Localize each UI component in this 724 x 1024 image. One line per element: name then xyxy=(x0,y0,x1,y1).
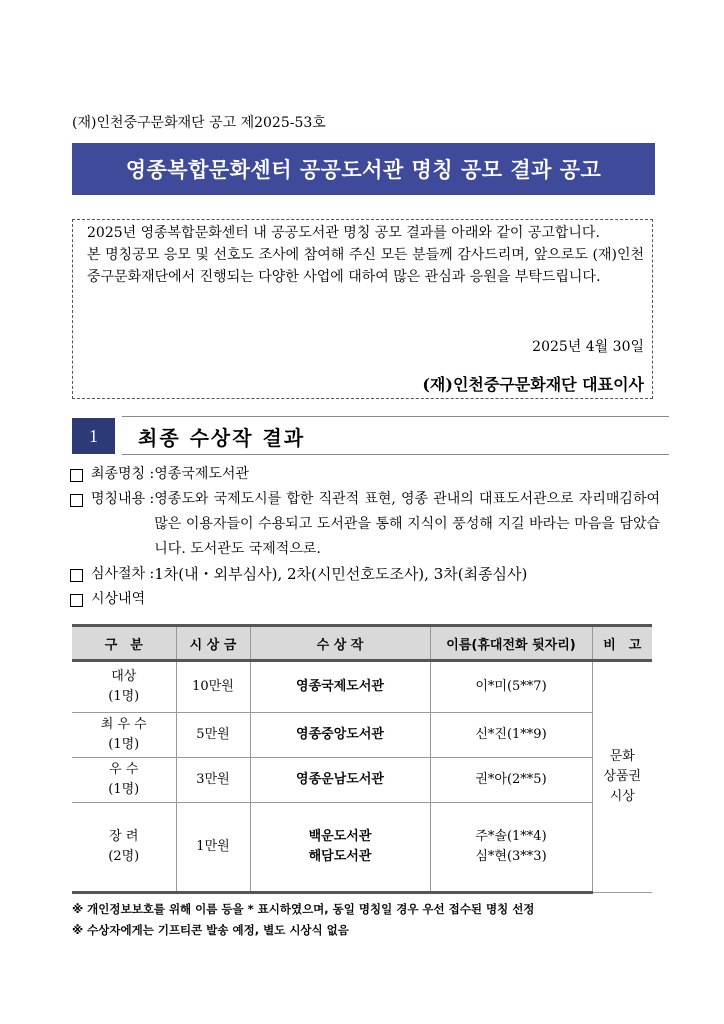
prize-cell: 1만원 xyxy=(176,803,250,893)
table-row xyxy=(72,661,652,713)
table-row xyxy=(72,758,652,803)
table-row xyxy=(72,713,652,758)
footnote-privacy: ※ 개인정보보호를 위해 이름 등을 * 표시하였으며, 동일 명칭일 경우 우선 접수된 명칭 선정 xyxy=(72,902,535,916)
prize-cell: 5만원 xyxy=(176,713,250,758)
remark-cell: 문화 상품권 시상 xyxy=(592,661,652,893)
names-cell: 주*솔(1**4) 심*현(3**3) xyxy=(430,803,592,893)
names-cell: 권*아(2**5) xyxy=(430,758,592,803)
notice-number: (재)인천중구문화재단 공고 제2025-53호 xyxy=(72,115,326,131)
list-item xyxy=(70,587,660,612)
checkbox-square-icon xyxy=(70,594,83,607)
checkbox-square-icon xyxy=(70,494,83,507)
meaning-label: 명칭내용 : xyxy=(91,491,155,507)
names-cell: 이*미(5**7) xyxy=(430,661,592,713)
header-names: 이름(휴대전화 뒷자리) xyxy=(430,626,592,661)
header-works: 수 상 작 xyxy=(250,626,430,661)
works-cell: 영종운남도서관 xyxy=(250,758,430,803)
footnotes xyxy=(72,899,672,941)
section-divider-bottom xyxy=(122,454,669,455)
notice-date: 2025년 4월 30일 xyxy=(532,339,644,355)
table-header-row xyxy=(72,626,652,661)
category-cell: 우 수 (1명) xyxy=(72,758,176,803)
page-title: 영종복합문화센터 공공도서관 명칭 공모 결과 공고 xyxy=(72,143,655,195)
info-list xyxy=(70,462,660,612)
awards-table xyxy=(72,624,652,894)
meaning-value: 영종도와 국제도시를 합한 직관적 표현, 영종 관내의 대표도서관으로 자리매김하여 많은 이용자들이 수용되고 도서관을 통해 지식이 풍성해 지길 바라는 마음을 담았습니다. 도서관도 국제적으로. xyxy=(154,491,660,557)
intro-paragraph-2: 본 명칭공모 응모 및 선호도 조사에 참여해 주신 모든 분들께 감사드리며, 앞으로도 (재)인천중구문화재단에서 진행되는 다양한 사업에 대하여 많은 관심과 응원을 부탁드립니다. xyxy=(87,247,644,285)
section-title: 최종 수상작 결과 xyxy=(138,426,306,450)
names-cell: 신*진(1**9) xyxy=(430,713,592,758)
intro-box xyxy=(72,219,653,399)
list-item xyxy=(70,462,660,487)
works-cell: 백운도서관 해담도서관 xyxy=(250,803,430,893)
header-category: 구 분 xyxy=(72,626,176,661)
signature: (재)인천중구문화재단 대표이사 xyxy=(422,375,644,394)
prize-cell: 10만원 xyxy=(176,661,250,713)
header-prize: 시 상 금 xyxy=(176,626,250,661)
footnote-gift: ※ 수상자에게는 기프티콘 발송 예정, 별도 시상식 없음 xyxy=(72,923,349,937)
process-label: 심사절차 : xyxy=(91,566,155,582)
category-cell: 최 우 수 (1명) xyxy=(72,713,176,758)
works-cell: 영종국제도서관 xyxy=(250,661,430,713)
final-name-value: 영종국제도서관 xyxy=(154,466,249,482)
list-item xyxy=(70,487,660,562)
category-cell: 대상 (1명) xyxy=(72,661,176,713)
section-number: 1 xyxy=(72,418,115,454)
list-item xyxy=(70,562,660,587)
prize-cell: 3만원 xyxy=(176,758,250,803)
category-cell: 장 려 (2명) xyxy=(72,803,176,893)
final-name-label: 최종명칭 : xyxy=(91,466,155,482)
table-row xyxy=(72,803,652,893)
process-value: 1차(내・외부심사), 2차(시민선호도조사), 3차(최종심사) xyxy=(154,565,528,583)
checkbox-square-icon xyxy=(70,469,83,482)
checkbox-square-icon xyxy=(70,569,83,582)
header-remark: 비 고 xyxy=(592,626,652,661)
awards-label: 시상내역 xyxy=(91,591,146,607)
intro-paragraph-1: 2025년 영종복합문화센터 내 공공도서관 명칭 공모 결과를 아래와 같이 공고합니다. xyxy=(87,225,600,241)
section-divider-top xyxy=(122,416,669,417)
section-header xyxy=(72,416,669,454)
works-cell: 영종중앙도서관 xyxy=(250,713,430,758)
